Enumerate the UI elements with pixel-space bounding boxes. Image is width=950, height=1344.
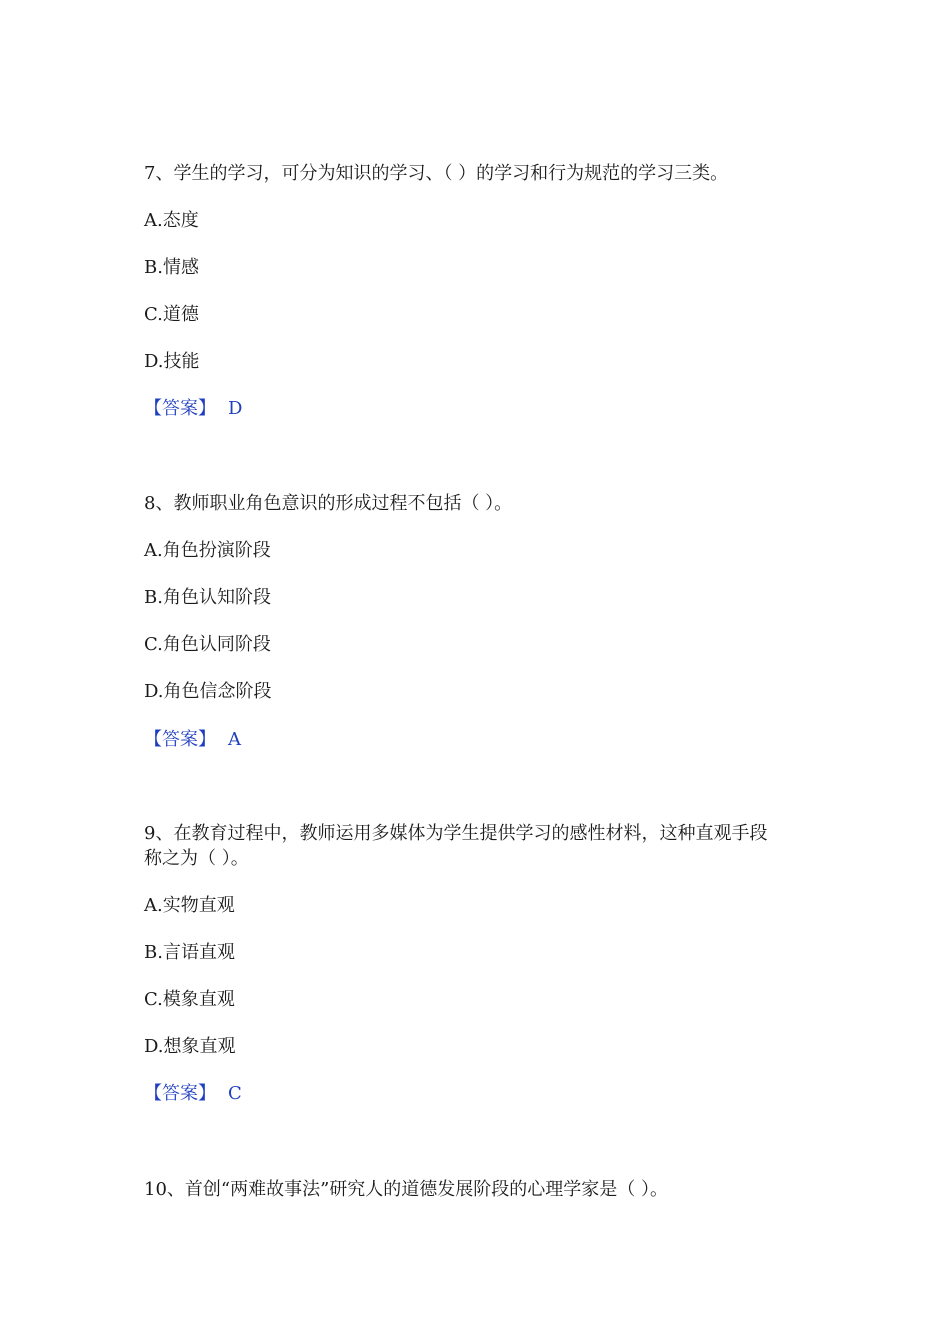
question-7-option-a: A.态度 [144, 210, 199, 231]
question-9-option-c: C.模象直观 [144, 989, 235, 1010]
question-9-stem-line-2: 称之为（ ）。 [144, 848, 249, 869]
question-8-option-c: C.角色认同阶段 [144, 634, 271, 655]
question-7-answer [144, 397, 242, 421]
question-8-answer [144, 728, 241, 752]
question-9-option-b: B.言语直观 [144, 942, 235, 963]
answer-value: A [228, 729, 241, 750]
question-9-stem-line-1: 9、在教育过程中，教师运用多媒体为学生提供学习的感性材料，这种直观手段 [144, 823, 768, 844]
question-7-option-c: C.道德 [144, 304, 199, 325]
question-8-option-b: B.角色认知阶段 [144, 587, 271, 608]
answer-value: D [228, 398, 243, 419]
question-9-option-a: A.实物直观 [144, 895, 235, 916]
question-10-stem: 10、首创“两难故事法”研究人的道德发展阶段的心理学家是（ ）。 [144, 1179, 669, 1200]
answer-label: 【答案】 [144, 729, 216, 750]
question-7-option-d: D.技能 [144, 351, 200, 372]
answer-label: 【答案】 [144, 1083, 216, 1104]
question-7-option-b: B.情感 [144, 257, 199, 278]
question-8-option-a: A.角色扮演阶段 [144, 540, 271, 561]
question-7-stem: 7、学生的学习，可分为知识的学习、（ ）的学习和行为规范的学习三类。 [144, 163, 729, 184]
question-8-option-d: D.角色信念阶段 [144, 681, 272, 702]
answer-label: 【答案】 [144, 398, 216, 419]
question-9-answer [144, 1082, 242, 1106]
answer-value: C [228, 1083, 242, 1104]
question-9-option-d: D.想象直观 [144, 1036, 236, 1057]
question-8-stem: 8、教师职业角色意识的形成过程不包括（ ）。 [144, 493, 513, 514]
